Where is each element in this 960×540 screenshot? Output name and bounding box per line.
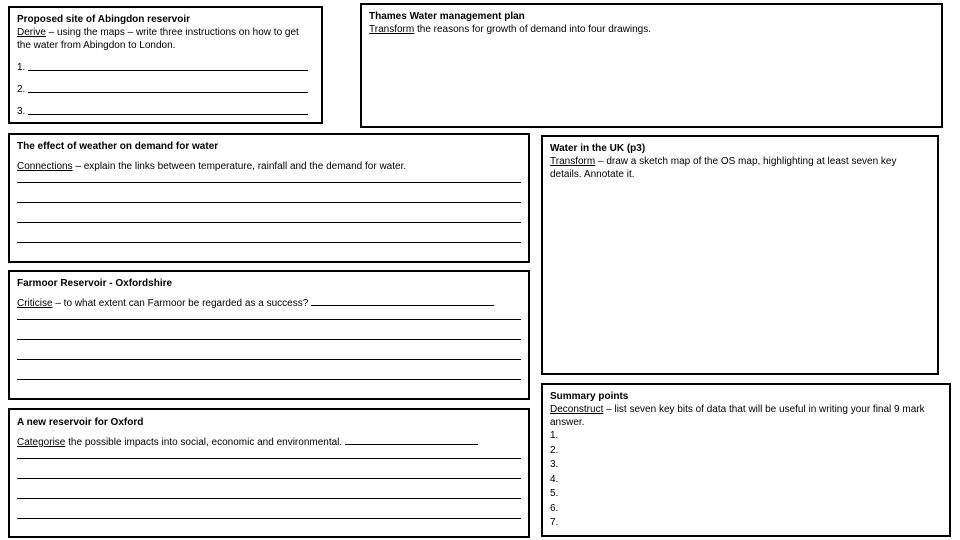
thames-text: the reasons for growth of demand into four drawings.	[414, 24, 651, 35]
answer-line[interactable]	[17, 202, 521, 203]
answer-line[interactable]	[17, 498, 521, 499]
thames-title: Thames Water management plan	[369, 11, 525, 22]
weather-instruction	[17, 160, 521, 173]
weather-title: The effect of weather on demand for water	[17, 141, 219, 152]
summary-point-4[interactable]: 4.	[550, 473, 559, 485]
weather-section	[8, 133, 530, 263]
farmoor-title: Farmoor Reservoir - Oxfordshire	[17, 278, 173, 289]
answer-line[interactable]	[17, 339, 521, 340]
summary-command: Deconstruct	[550, 404, 604, 415]
summary-title: Summary points	[550, 391, 629, 402]
farmoor-command: Criticise	[17, 298, 53, 309]
answer-line[interactable]	[17, 379, 521, 380]
summary-point-5[interactable]: 5.	[550, 488, 559, 499]
answer-line[interactable]	[17, 319, 521, 320]
answer-line-2[interactable]: 2.	[17, 83, 314, 96]
answer-line[interactable]	[17, 478, 521, 479]
answer-line[interactable]	[17, 458, 521, 459]
oxford-instruction	[17, 436, 521, 449]
answer-line[interactable]	[17, 222, 521, 223]
uk-section[interactable]	[541, 135, 939, 375]
summary-point-1[interactable]: 1.	[550, 430, 559, 441]
summary-text: – list seven key bits of data that will be useful in writing your final 9 mark answer.	[550, 404, 925, 428]
farmoor-section	[8, 270, 530, 400]
thames-section[interactable]	[360, 3, 943, 128]
oxford-section	[8, 408, 530, 538]
farmoor-text: – to what extent can Farmoor be regarded as a success?	[52, 298, 312, 309]
weather-command: Connections	[17, 161, 73, 172]
abingdon-instruction	[17, 26, 314, 52]
oxford-text: the possible impacts into social, economic and environmental.	[65, 437, 345, 448]
answer-line-1[interactable]: 1.	[17, 61, 314, 74]
thames-instruction	[369, 23, 934, 36]
abingdon-text: – using the maps – write three instructions on how to get the water from Abingdon to London.	[17, 27, 299, 51]
answer-line[interactable]	[17, 359, 521, 360]
thames-command: Transform	[369, 24, 415, 35]
weather-text: – explain the links between temperature, rainfall and the demand for water.	[72, 161, 407, 172]
summary-section	[541, 383, 951, 537]
answer-line-3[interactable]: 3.	[17, 105, 314, 118]
summary-point-6[interactable]: 6.	[550, 502, 559, 514]
oxford-title: A new reservoir for Oxford	[17, 417, 144, 428]
uk-title: Water in the UK (p3)	[550, 143, 646, 154]
uk-text: – draw a sketch map of the OS map, highlighting at least seven key details. Annotate it.	[550, 156, 897, 180]
summary-point-3[interactable]: 3.	[550, 459, 559, 470]
summary-point-7[interactable]: 7.	[550, 517, 559, 528]
uk-command: Transform	[550, 156, 596, 167]
answer-line[interactable]	[345, 444, 478, 445]
abingdon-section	[8, 6, 323, 124]
abingdon-title: Proposed site of Abingdon reservoir	[17, 14, 190, 25]
farmoor-instruction	[17, 297, 521, 310]
oxford-command: Categorise	[17, 437, 66, 448]
answer-line[interactable]	[17, 242, 521, 243]
uk-instruction	[550, 155, 930, 181]
answer-line[interactable]	[17, 518, 521, 519]
answer-line[interactable]	[311, 305, 494, 306]
abingdon-command: Derive	[17, 27, 46, 38]
summary-point-2[interactable]: 2.	[550, 444, 559, 456]
answer-line[interactable]	[17, 182, 521, 183]
summary-instruction	[550, 403, 942, 429]
